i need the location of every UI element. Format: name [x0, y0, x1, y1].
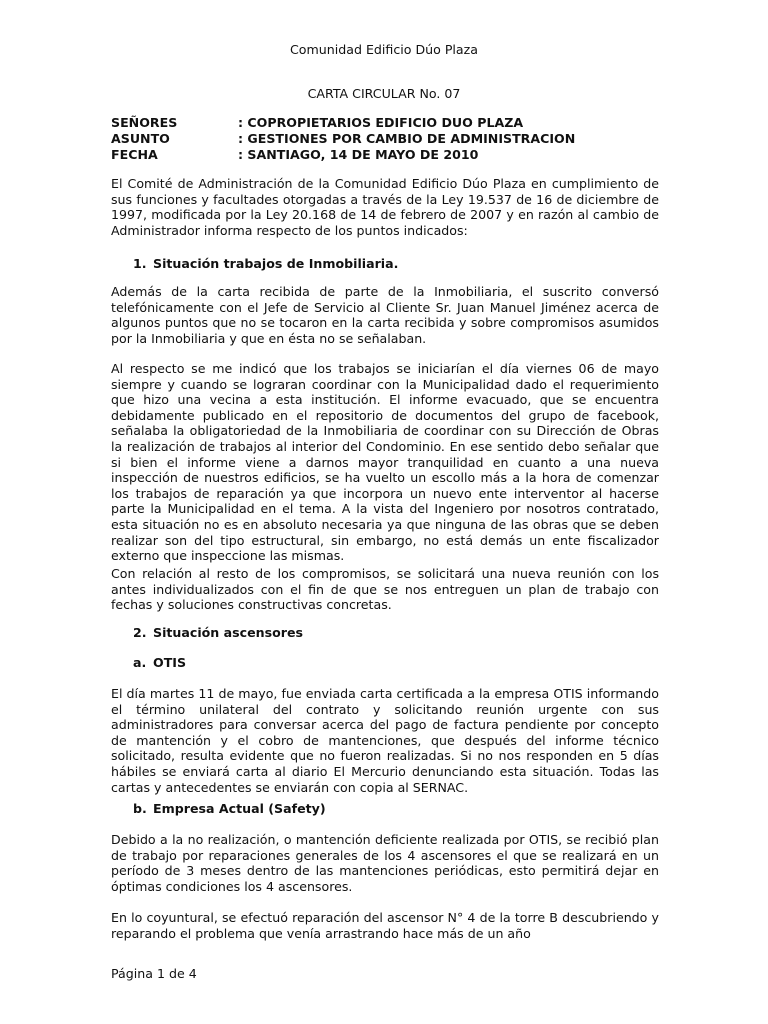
subsection-a-heading [133, 655, 186, 671]
subsection-a-paragraph: El día martes 11 de mayo, fue enviada carta certificada a la empresa OTIS informando el término unilateral del contrato y solicitando reunión urgente con sus administradores para conversar acerca del pago de factura pendiente por concepto de mantención y el cobro de mantenciones, que después del informe técnico solicitado, resulta evidente que no fueron realizadas. Si no nos responden en 5 días hábiles se enviará carta al diario El Mercurio denunciando esta situación. Todas las cartas y antecedentes se enviarán con copia al SERNAC. [111, 686, 659, 795]
subsection-b-heading [133, 801, 326, 817]
section-2-heading [133, 625, 303, 641]
section-number: 2. [133, 625, 147, 640]
section-1-paragraph-2: Al respecto se me indicó que los trabajos se iniciarían el día viernes 06 de mayo siempre y cuando se lograran coordinar con la Municipalidad dado el requerimiento que hizo una vecina a esta institución. El informe evacuado, que se encuentra debidamente publicado en el repositorio de documentos del grupo de facebook, señalaba la obligatoriedad de la Inmobiliaria de coordinar con su Dirección de Obras la realización de trabajos al interior del Condominio. En ese sentido debo señalar que si bien el informe viene a darnos mayor tranquilidad en cuanto a una nueva inspección de nuestros edificios, se ha vuelto un escollo más a la hora de comenzar los trabajos de reparación ya que incorpora un nuevo ente interventor al hacerse parte la Municipalidad en el tema. A la vista del Ingeniero por nosotros contratado, esta situación no es en absoluto necesaria ya que ninguna de las obras que se deben realizar son del tipo estructural, sin embargo, no está demás un ente fiscalizador externo que inspeccione las mismas. [111, 361, 659, 564]
document-title: Comunidad Edificio Dúo Plaza [290, 42, 478, 57]
section-title: Situación ascensores [153, 625, 304, 640]
subsection-letter: a. [133, 655, 147, 670]
header-row-asunto [111, 131, 671, 147]
header-key: SEÑORES [111, 115, 178, 130]
page-number-footer: Página 1 de 4 [111, 966, 197, 981]
subsection-letter: b. [133, 801, 147, 816]
subsection-title: Empresa Actual (Safety) [153, 801, 326, 816]
section-1-paragraph-3: Con relación al resto de los compromisos, se solicitará una nueva reunión con los antes individualizados con el fin de que se nos entreguen un plan de trabajo con fechas y soluciones constructivas concretas. [111, 566, 659, 613]
header-row-senores [111, 115, 671, 131]
section-1-paragraph-1: Además de la carta recibida de parte de la Inmobiliaria, el suscrito conversó telefónicamente con el Jefe de Servicio al Cliente Sr. Juan Manuel Jiménez acerca de algunos puntos que no se tocaron en la carta recibida y sobre compromisos asumidos por la Inmobiliaria y que en ésta no se señalaban. [111, 284, 659, 346]
header-key: FECHA [111, 147, 158, 162]
header-value: : SANTIAGO, 14 DE MAYO DE 2010 [238, 147, 479, 162]
header-value: : GESTIONES POR CAMBIO DE ADMINISTRACION [238, 131, 576, 146]
subsection-title: OTIS [153, 655, 187, 670]
subsection-b-paragraph-2: En lo coyuntural, se efectuó reparación del ascensor N° 4 de la torre B descubriendo y reparando el problema que venía arrastrando hace más de un año [111, 910, 659, 941]
section-title: Situación trabajos de Inmobiliaria. [153, 256, 399, 271]
section-1-heading [133, 256, 398, 272]
intro-paragraph: El Comité de Administración de la Comunidad Edificio Dúo Plaza en cumplimiento de sus funciones y facultades otorgadas a través de la Ley 19.537 de 16 de diciembre de 1997, modificada por la Ley 20.168 de 14 de febrero de 2007 y en razón al cambio de Administrador informa respecto de los puntos indicados: [111, 176, 659, 238]
letter-header-table [111, 115, 671, 163]
section-number: 1. [133, 256, 147, 271]
header-key: ASUNTO [111, 131, 170, 146]
subsection-b-paragraph-1: Debido a la no realización, o mantención deficiente realizada por OTIS, se recibió plan de trabajo por reparaciones generales de los 4 ascensores el que se realizará en un período de 3 meses dentro de las mantenciones periódicas, esto permitirá dejar en óptimas condiciones los 4 ascensores. [111, 832, 659, 894]
header-value: : COPROPIETARIOS EDIFICIO DUO PLAZA [238, 115, 524, 130]
header-row-fecha [111, 147, 671, 163]
circular-number: CARTA CIRCULAR No. 07 [307, 86, 461, 101]
